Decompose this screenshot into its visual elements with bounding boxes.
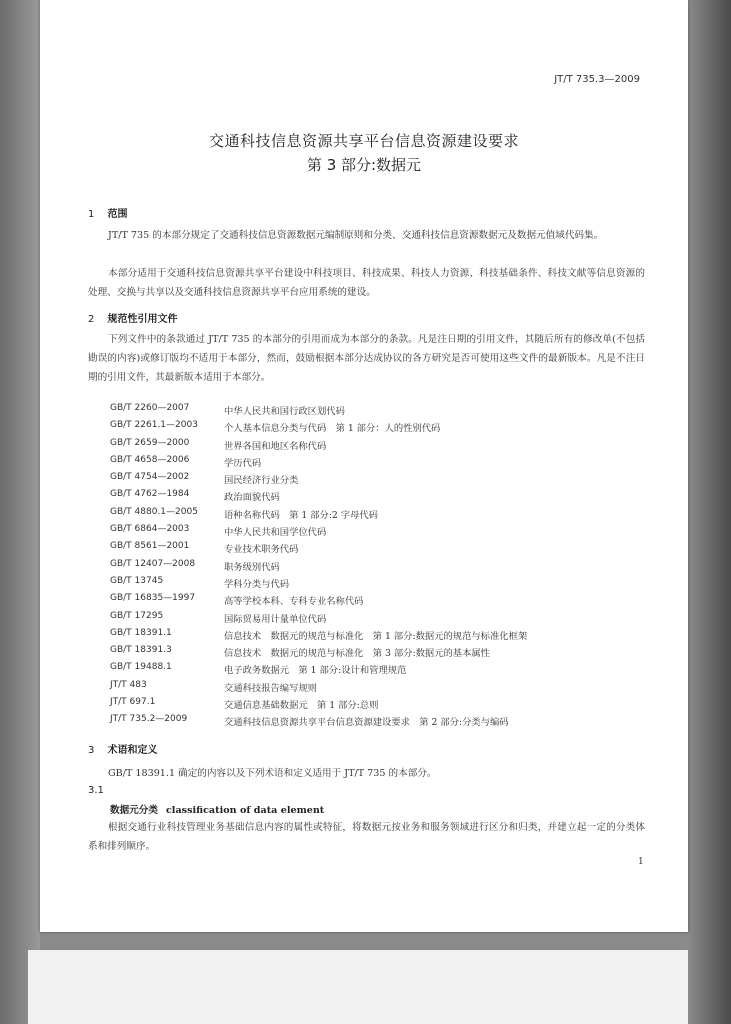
- reference-name: 中华人民共和国学位代码: [224, 527, 327, 539]
- section-1-title: 范围: [107, 209, 128, 220]
- reference-item: [110, 472, 650, 489]
- reference-item: [110, 714, 650, 731]
- reference-code: JT/T 697.1: [110, 697, 156, 708]
- reference-item: [110, 697, 650, 714]
- reference-item: [110, 420, 650, 437]
- reference-code: GB/T 8561—2001: [110, 541, 190, 552]
- reference-name: 电子政务数据元 第 1 部分:设计和管理规范: [224, 665, 407, 677]
- reference-name: 交通信息基础数据元 第 1 部分:总则: [224, 700, 379, 712]
- reference-code: GB/T 17295: [110, 610, 164, 621]
- reference-code: GB/T 18391.3: [110, 645, 172, 656]
- document-page: [40, 0, 688, 932]
- section-1-number: 1: [88, 209, 95, 220]
- reference-name: 高等学校本科、专科专业名称代码: [224, 596, 364, 608]
- next-page-edge: [28, 950, 688, 1024]
- reference-code: GB/T 2260—2007: [110, 403, 190, 413]
- standard-code: JT/T 735.3—2009: [554, 74, 640, 85]
- reference-name: 国民经济行业分类: [224, 475, 299, 487]
- scan-edge-left: [0, 0, 40, 1024]
- subsection-3-1-number: 3.1: [88, 785, 104, 796]
- reference-item: [110, 559, 650, 576]
- reference-item: [110, 489, 650, 506]
- section-1-heading: [88, 205, 127, 220]
- reference-code: GB/T 13745: [110, 575, 164, 586]
- reference-item: [110, 662, 650, 679]
- reference-code: JT/T 735.2—2009: [110, 714, 188, 725]
- reference-code: GB/T 2261.1—2003: [110, 420, 198, 431]
- reference-code: GB/T 2659—2000: [110, 437, 190, 448]
- section-3-heading: [88, 741, 157, 756]
- reference-item: [110, 628, 650, 645]
- reference-item: [110, 541, 650, 558]
- reference-name: 学科分类与代码: [224, 578, 290, 590]
- reference-code: GB/T 12407—2008: [110, 558, 196, 569]
- section-2-title: 规范性引用文件: [107, 314, 178, 325]
- reference-name: 学历代码: [224, 457, 262, 469]
- reference-item: [110, 680, 650, 697]
- reference-code: GB/T 4762—1984: [110, 489, 190, 500]
- reference-name: 信息技术 数据元的规范与标准化 第 3 部分:数据元的基本属性: [224, 648, 490, 660]
- reference-name: 交通科技报告编写规则: [224, 682, 317, 694]
- page-number: 1: [638, 857, 644, 867]
- term-english: classification of data element: [165, 805, 325, 816]
- reference-name: 专业技术职务代码: [224, 544, 299, 556]
- section-3-number: 3: [88, 745, 95, 756]
- reference-name: 语种名称代码 第 1 部分:2 字母代码: [224, 509, 378, 521]
- page-title: 交通科技信息资源共享平台信息资源建设要求: [208, 132, 519, 150]
- reference-code: GB/T 6864—2003: [110, 524, 190, 535]
- reference-item: [110, 403, 650, 420]
- term-chinese: 数据元分类: [110, 805, 158, 816]
- section-2-heading: [88, 310, 177, 325]
- reference-name: 职务级别代码: [224, 561, 280, 573]
- section-3-title: 术语和定义: [107, 745, 158, 756]
- reference-item: [110, 438, 650, 455]
- reference-code: GB/T 18391.1: [110, 627, 172, 638]
- reference-name: 政治面貌代码: [224, 492, 280, 504]
- term-heading: [110, 802, 324, 816]
- reference-name: 世界各国和地区名称代码: [224, 440, 327, 452]
- section-2-number: 2: [88, 314, 95, 325]
- reference-code: GB/T 4658—2006: [110, 454, 190, 465]
- term-definition: 根据交通行业科技管理业务基础信息内容的属性或特征，将数据元按业务和服务领域进行区分和归类，并建立起一定的分类体系和排列顺序。: [88, 822, 645, 852]
- reference-name: 交通科技信息资源共享平台信息资源建设要求 第 2 部分:分类与编码: [224, 717, 509, 729]
- section-3-paragraph-1: GB/T 18391.1 确定的内容以及下列术语和定义适用于 JT/T 735 的本部分。: [108, 768, 437, 779]
- reference-name: 中华人民共和国行政区划代码: [224, 406, 345, 417]
- reference-item: [110, 593, 650, 610]
- reference-code: GB/T 4754—2002: [110, 472, 190, 483]
- scan-edge-right: [687, 0, 731, 1024]
- page-subtitle: 第 3 部分:数据元: [306, 156, 422, 174]
- reference-name: 信息技术 数据元的规范与标准化 第 1 部分:数据元的规范与标准化框架: [224, 630, 528, 642]
- reference-item: [110, 524, 650, 541]
- reference-item: [110, 576, 650, 593]
- reference-code: GB/T 16835—1997: [110, 593, 196, 604]
- section-2-paragraph-1: 下列文件中的条款通过 JT/T 735 的本部分的引用而成为本部分的条款。凡是注日期的引用文件，其随后所有的修改单(不包括勘误的内容)或修订版均不适用于本部分，然而，鼓励根据本部分达成协议的各方研究是否可使用这些文件的最新版本。凡是不注日期的引用文件，其最新版本适用于本部分。: [88, 334, 645, 383]
- reference-item: [110, 611, 650, 628]
- reference-item: [110, 507, 650, 524]
- reference-name: 国际贸易用计量单位代码: [224, 613, 327, 625]
- reference-code: JT/T 483: [110, 679, 147, 690]
- reference-item: [110, 455, 650, 472]
- normative-references-list: [110, 403, 650, 732]
- section-1-paragraph-1: JT/T 735 的本部分规定了交通科技信息资源数据元编制原则和分类、交通科技信息资源数据元及数据元值域代码集。: [108, 230, 604, 241]
- section-1-paragraph-2: 本部分适用于交通科技信息资源共享平台建设中科技项目、科技成果、科技人力资源、科技基础条件、科技文献等信息资源的处理、交换与共享以及交通科技信息资源共享平台应用系统的建设。: [88, 268, 645, 298]
- reference-name: 个人基本信息分类与代码 第 1 部分：人的性别代码: [224, 423, 441, 435]
- reference-code: GB/T 4880.1—2005: [110, 506, 198, 517]
- reference-code: GB/T 19488.1: [110, 662, 172, 673]
- reference-item: [110, 645, 650, 662]
